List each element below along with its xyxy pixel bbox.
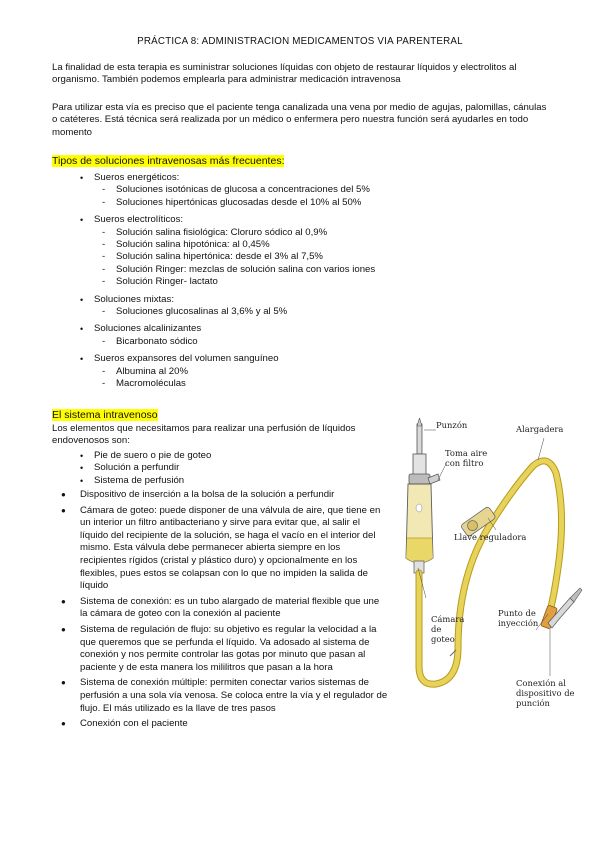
label-punto: Punto de inyección [498,608,539,628]
solution-group-label: • Sueros expansores del volumen sanguíneo [52,353,392,365]
system-bullet-list [52,489,388,731]
label-camara: Cámara de goteo [431,614,465,644]
solution-group-label: • Sueros electrolíticos: [52,214,392,226]
solution-item: - Solución Ringer: mezclas de solución salina con varios iones [52,264,392,276]
tube-icon [419,461,562,684]
solution-item: - Solución salina hipotónica: al 0,45% [52,239,392,251]
label-toma-aire: Toma aire con filtro [445,448,488,468]
iv-set-illustration [398,418,588,718]
label-alargadera: Alargadera [516,424,564,434]
system-sub-list [52,450,392,487]
system-bullet: ● Conexión con el paciente [52,718,388,731]
solution-group-label: • Soluciones alcalinizantes [52,323,392,335]
solutions-heading: Tipos de soluciones intravenosas más frecuentes: [52,155,285,167]
solution-item: - Solución salina hipertónica: desde el 3% al 7,5% [52,251,392,263]
label-punzon: Punzón [436,420,468,430]
intro-paragraph-1: La finalidad de esta terapia es suministrar soluciones líquidas con objeto de restaurar líquidos y electrolitos al organismo. También podemos emplearla para administrar medicación intravenosa [52,62,517,86]
solution-item: - Albumina al 20% [52,366,392,378]
list-item: • Solución a perfundir [52,462,392,474]
list-item: • Pie de suero o pie de goteo [52,450,392,462]
system-intro: Los elementos que necesitamos para realizar una perfusión de líquidos endovenosos son: [52,423,356,447]
system-bullet: ● Cámara de goteo: puede disponer de una válvula de aire, que tiene en un interior un filtro antibacteriano y sirve para evitar que, al salir el líquido del recipiente de la solución, se haga el vacío en el interior del mismo. Esta válvula debe permanecer abierta siempre en los recipientes rígidos (cristal y plástico duro) y opcionalmente en los flexibles, pues estos se colapsan con lo que no impiden la salida de líquido [52,505,388,593]
label-conexion: Conexión al dispositivo de punción [516,678,575,708]
page-title: PRÁCTICA 8: ADMINISTRACION MEDICAMENTOS VIA PARENTERAL [137,36,463,47]
solution-item: - Soluciones hipertónicas glucosadas desde el 10% al 50% [52,197,392,209]
solution-group-label: • Sueros energéticos: [52,172,392,184]
spike-icon [417,424,422,454]
system-bullet: ● Sistema de conexión: es un tubo alargado de material flexible que une la cámara de goteo con la conexión al paciente [52,596,388,621]
system-bullet: ● Sistema de conexión múltiple: permiten conectar varios sistemas de perfusión a una sola vía venosa. Se coloca entre la vía y el regulador de flujo. El más utilizado es la llave de tres pasos [52,677,388,715]
solution-item: - Macromoléculas [52,378,392,390]
solution-item: - Soluciones isotónicas de glucosa a concentraciones del 5% [52,184,392,196]
list-item: • Sistema de perfusión [52,475,392,487]
solution-item: - Bicarbonato sódico [52,336,392,348]
solution-group-label: • Soluciones mixtas: [52,294,392,306]
solution-item: - Solución salina fisiológica: Cloruro sódico al 0,9% [52,227,392,239]
system-heading: El sistema intravenoso [52,409,158,421]
system-bullet: ● Sistema de regulación de flujo: su objetivo es regular la velocidad a la que queremos que se perfunda el líquido. Va adosado al sistema de conexión y nos permite controlar las gotas por minuto que pasan al paciente y de esta manera los mililitros que pasan a la hora [52,624,388,674]
intro-paragraph-2: Para utilizar esta vía es preciso que el paciente tenga canalizada una vena por medio de agujas, palomillas, cánulas o catéteres. Está técnica será realizada por un médico o enfermera pero nuestra función será ayudarles en todo momento [52,102,547,138]
solution-item: - Solución Ringer- lactato [52,276,392,288]
iv-set-figure [398,418,588,718]
label-llave: Llave reguladora [454,532,527,542]
system-bullet: ● Dispositivo de inserción a la bolsa de la solución a perfundir [52,489,388,502]
solutions-list [52,172,392,391]
solution-item: - Soluciones glucosalinas al 3,6% y al 5% [52,306,392,318]
